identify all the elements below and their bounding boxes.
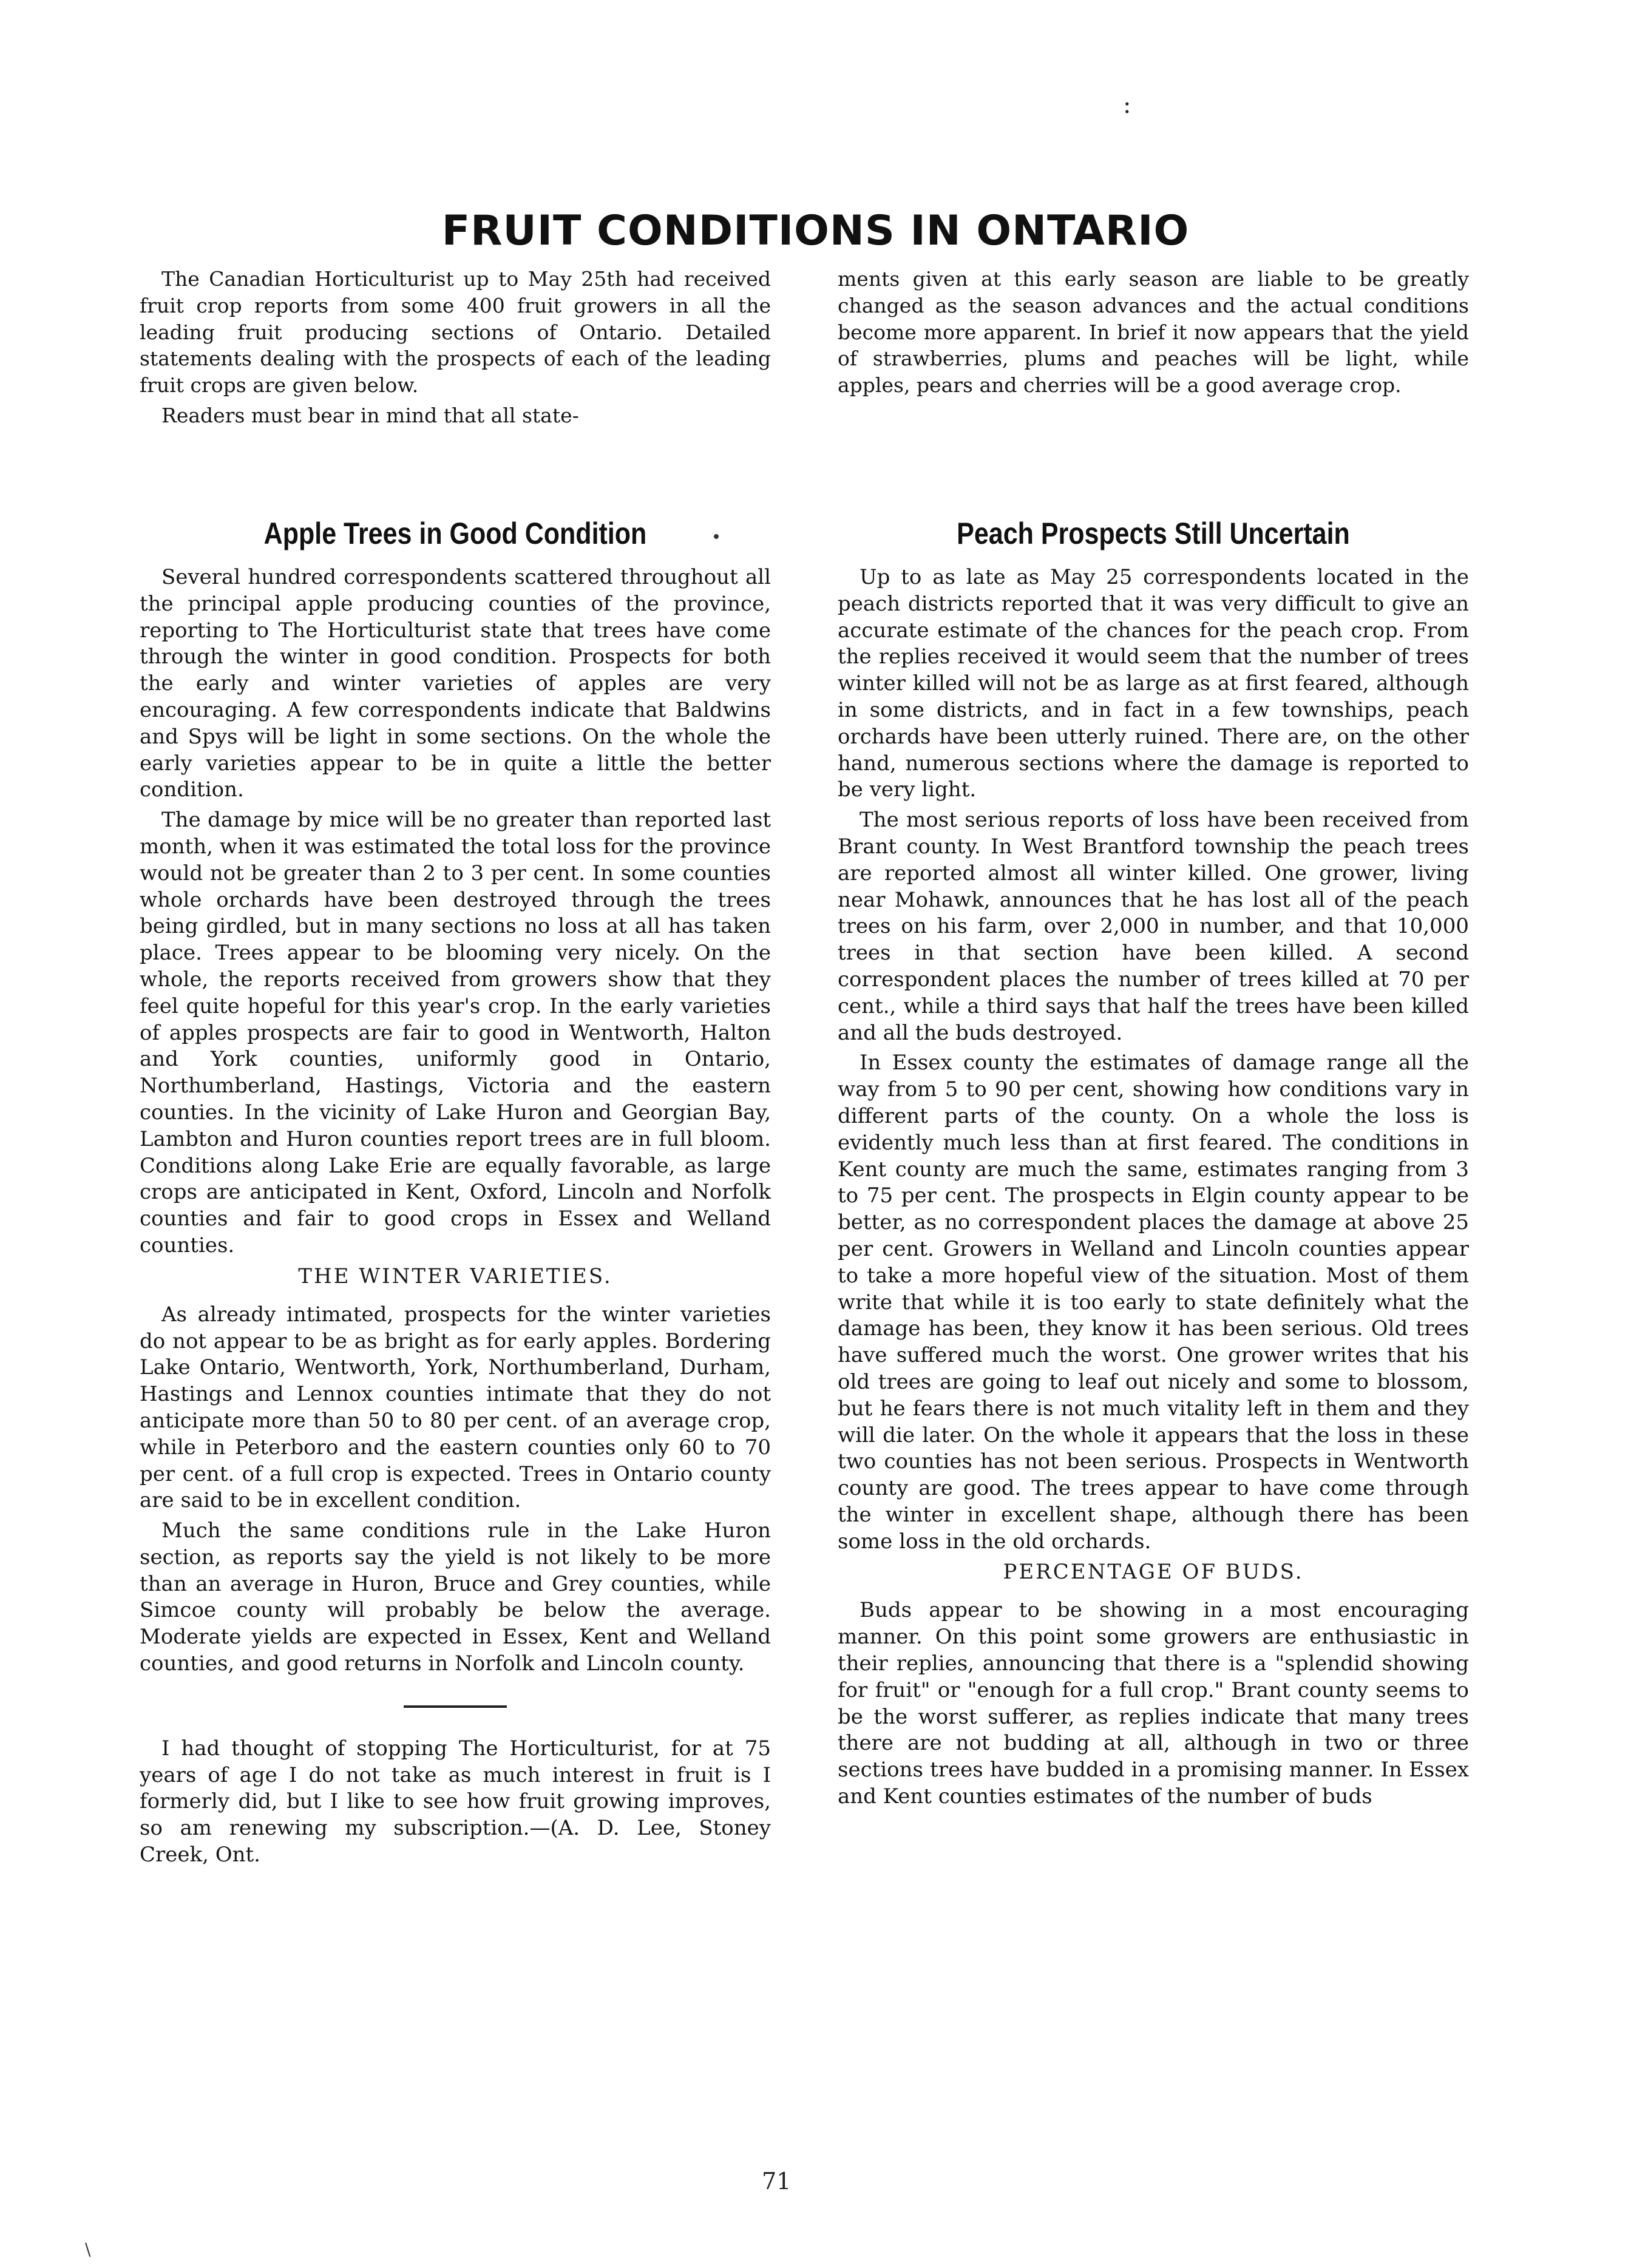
apple-paragraph-2: The damage by mice will be no greater than reported last month, when it was estimated the total loss for the province would not be greater than 2 to 3 per cent. In some counties whole orchards have been destroyed through the trees being girdled, but in many sections no loss at all has taken place. Trees appear to be blooming very nicely. On the whole, the reports received from growers show that they feel quite hopeful for this year's crop. In the early varieties of apples prospects are fair to good in Wentworth, Halton and York counties, uniformly good in Ontario, Northumberland, Hastings, Victoria and the eastern counties. In the vicinity of Lake Huron and Georgian Bay, Lambton and Huron counties report trees are in full bloom. Conditions along Lake Erie are equally favorable, as large crops are anticipated in Kent, Oxford, Lincoln and Norfolk counties and fair to good crops in Essex and Welland counties. [140,808,771,1258]
page-number: 71 [762,2168,792,2195]
apple-article [140,516,771,1872]
percentage-of-buds-subhead: PERCENTAGE OF BUDS. [1003,1560,1304,1585]
peach-paragraph-3: In Essex county the estimates of damage range all the way from 5 to 90 per cent, showing how conditions vary in different parts of the county. On a whole the loss is evidently much less than at first feared. The conditions in Kent county are much the same, estimates ranging from 3 to 75 per cent. The prospects in Elgin county appear to be better, as no correspondent places the damage at above 25 per cent. Growers in Welland and Lincoln counties appear to take a more hopeful view of the situation. Most of them write that while it is too early to state definitely what the damage has been, they know it has been serious. Old trees have suffered much the worst. One grower writes that his old trees are going to leaf out nicely and some to blossom, but he fears there is not much vitality left in them and they will die later. On the whole it appears that the loss in these two counties has not been serious. Prospects in Wentworth county are good. The trees appear to have come through the winter in excellent shape, although there has been some loss in the old orchards. [838,1051,1469,1554]
intro-paragraph-3: ments given at this early season are liable to be greatly changed as the season advances and the actual conditions become more apparent. In brief it now appears that the yield of strawberries, plums and peaches will be light, while apples, pears and cherries will be a good average crop. [838,267,1469,398]
corner-mark: : [1123,91,1131,119]
intro-left-column [140,266,771,433]
peach-paragraph-1: Up to as late as May 25 correspondents located in the peach districts reported that it was very difficult to give an accurate estimate of the chances for the peach crop. From the replies received it would seem that the number of trees winter killed will not be as large as at first feared, although in some districts, and in fact in a few townships, peach orchards have been utterly ruined. There are, on the other hand, numerous sections where the damage is reported to be very light. [838,565,1469,802]
apple-heading: Apple Trees in Good Condition [263,516,647,550]
page-title: FRUIT CONDITIONS IN ONTARIO [441,206,1190,255]
reader-letter: I had thought of stopping The Horticulturist, for at 75 years of age I do not take as much interest in fruit is I formerly did, but I like to see how fruit growing improves, so am renewing my subscription.—(A. D. Lee, Stoney Creek, Ont. [140,1736,771,1867]
buds-paragraph-1: Buds appear to be showing in a most encouraging manner. On this point some growers are enthusiastic in their replies, announcing that there is a "splendid showing for fruit" or "enough for a full crop." Brant county seems to be the worst sufferer, as replies indicate that many trees there are not budding at all, although in two or three sections trees have budded in a promising manner. In Essex and Kent counties estimates of the number of buds [838,1598,1469,1809]
intro-paragraph-2: Readers must bear in mind that all state- [161,403,579,427]
winter-varieties-subhead: THE WINTER VARIETIES. [298,1264,612,1288]
winter-paragraph-1: As already intimated, prospects for the winter varieties do not appear to be as bright as for early apples. Bordering Lake Ontario, Wentworth, York, Northumberland, Durham, Hastings and Lennox counties intimate that they do not anticipate more than 50 to 80 per cent. of an average crop, while in Peterboro and the eastern counties only 60 to 70 per cent. of a full crop is expected. Trees in Ontario county are said to be in excellent condition. [140,1302,771,1513]
foot-mark: \ [85,2239,91,2260]
apple-paragraph-1: Several hundred correspondents scattered throughout all the principal apple producing counties of the province, reporting to The Horticulturist state that trees have come through the winter in good condition. Prospects for both the early and winter varieties of apples are very encouraging. A few correspondents indicate that Baldwins and Spys will be light in some sections. On the whole the early varieties appear to be in quite a little the better condition. [140,565,771,802]
intro-paragraph-1: The Canadian Horticulturist up to May 25th had received fruit crop reports from some 400 fruit growers in all the leading fruit producing sections of Ontario. Detailed statements dealing with the prospects of each of the leading fruit crops are given below. [140,267,771,398]
peach-article [838,516,1469,1814]
peach-heading: Peach Prospects Still Uncertain [957,516,1350,550]
column-divider-rule [404,1705,507,1708]
intro-right-column [838,266,1469,402]
winter-paragraph-2: Much the same conditions rule in the Lake Huron section, as reports say the yield is not likely to be more than an average in Huron, Bruce and Grey counties, while Simcoe county will probably be below the average. Moderate yields are expected in Essex, Kent and Welland counties, and good returns in Norfolk and Lincoln county. [140,1518,771,1676]
peach-paragraph-2: The most serious reports of loss have been received from Brant county. In West Brantford township the peach trees are reported almost all winter killed. One grower, living near Mohawk, announces that he has lost all of the peach trees on his farm, over 2,000 in number, and that 10,000 trees in that section have been killed. A second correspondent places the number of trees killed at 70 per cent., while a third says that half the trees have been killed and all the buds destroyed. [838,808,1469,1045]
